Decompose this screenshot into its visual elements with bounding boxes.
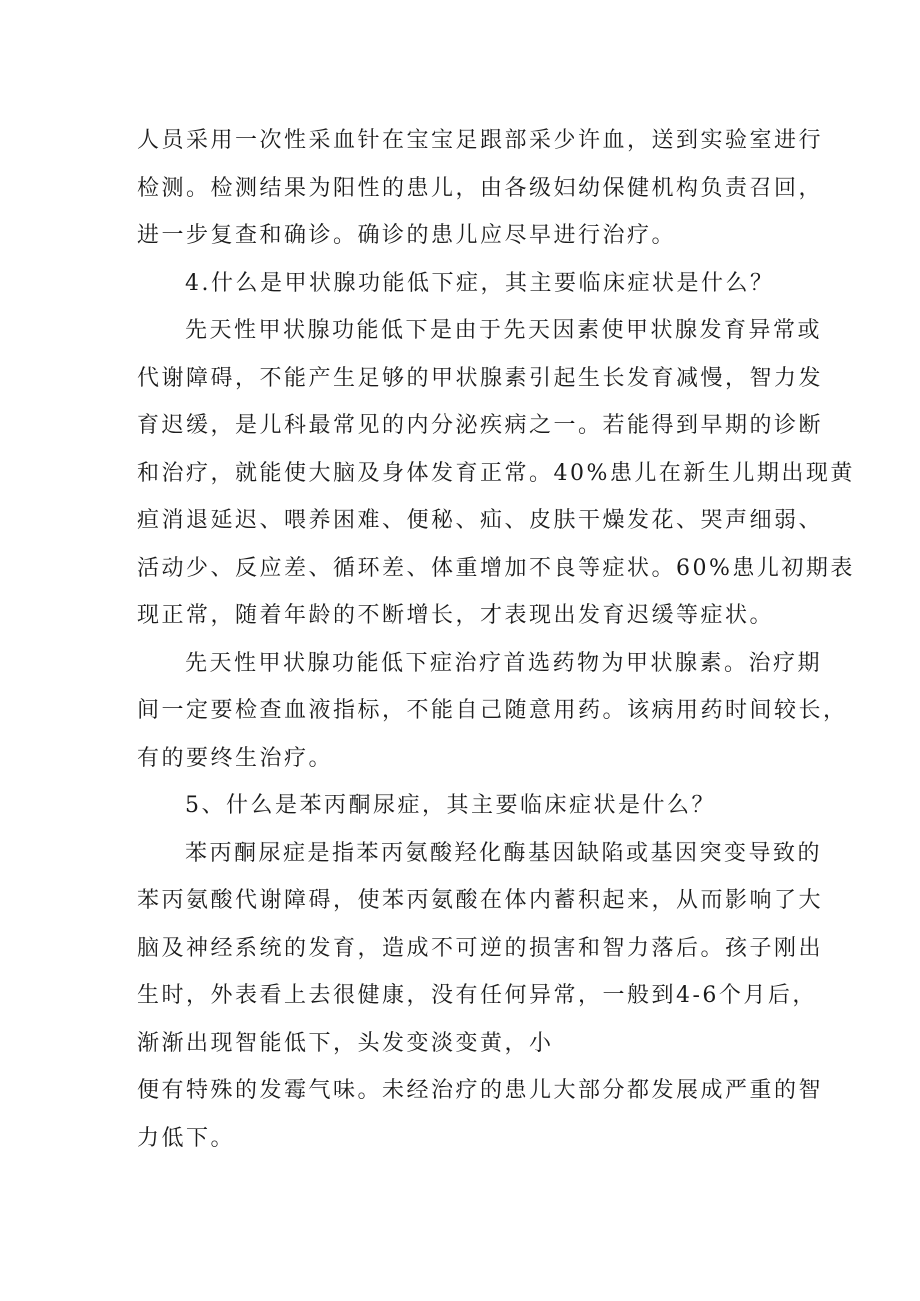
text-line: 生时，外表看上去很健康，没有任何异常，一般到4-6个月后， [137, 983, 817, 1008]
question-heading-5: 5、什么是苯丙酮尿症，其主要临床症状是什么？ [185, 793, 716, 818]
text-line: 进一步复查和确诊。确诊的患儿应尽早进行治疗。 [137, 223, 677, 248]
text-line: 苯丙酮尿症是指苯丙氨酸羟化酶基因缺陷或基因突变导致的 [185, 840, 823, 866]
document-body [137, 117, 855, 1162]
text-line: 现正常，随着年龄的不断增长，才表现出发育迟缓等症状。 [137, 603, 775, 628]
text-line: 和治疗，就能使大脑及身体发育正常。40%患儿在新生儿期出现黄 [137, 460, 855, 486]
text-line: 有的要终生治疗。 [137, 745, 334, 771]
question-heading-4: 4.什么是甲状腺功能低下症，其主要临床症状是什么？ [185, 270, 775, 296]
text-line: 苯丙氨酸代谢障碍，使苯丙氨酸在体内蓄积起来，从而影响了大 [137, 888, 824, 913]
text-line: 间一定要检查血液指标，不能自己随意用药。该病用药时间较长， [137, 698, 848, 723]
text-line: 脑及神经系统的发育，造成不可逆的损害和智力落后。孩子刚出 [137, 935, 824, 961]
text-line: 代谢障碍，不能产生足够的甲状腺素引起生长发育减慢，智力发 [137, 365, 824, 391]
text-line: 活动少、反应差、循环差、体重增加不良等症状。60%患儿初期表 [137, 555, 855, 581]
text-line: 育迟缓，是儿科最常见的内分泌疾病之一。若能得到早期的诊断 [137, 413, 824, 438]
text-line: 疸消退延迟、喂养困难、便秘、疝、皮肤干燥发花、哭声细弱、 [137, 508, 824, 533]
text-line: 便有特殊的发霉气味。未经治疗的患儿大部分都发展成严重的智 [137, 1078, 824, 1103]
text-line: 渐渐出现智能低下，头发变淡变黄，小 [137, 1030, 554, 1056]
text-line: 力低下。 [137, 1125, 236, 1151]
text-line: 先天性甲状腺功能低下症治疗首选药物为甲状腺素。治疗期 [185, 650, 823, 676]
text-line: 先天性甲状腺功能低下是由于先天因素使甲状腺发育异常或 [185, 318, 823, 343]
text-line: 检测。检测结果为阳性的患儿，由各级妇幼保健机构负责召回， [137, 175, 824, 201]
text-line: 人员采用一次性采血针在宝宝足跟部采少许血，送到实验室进行 [137, 128, 824, 153]
